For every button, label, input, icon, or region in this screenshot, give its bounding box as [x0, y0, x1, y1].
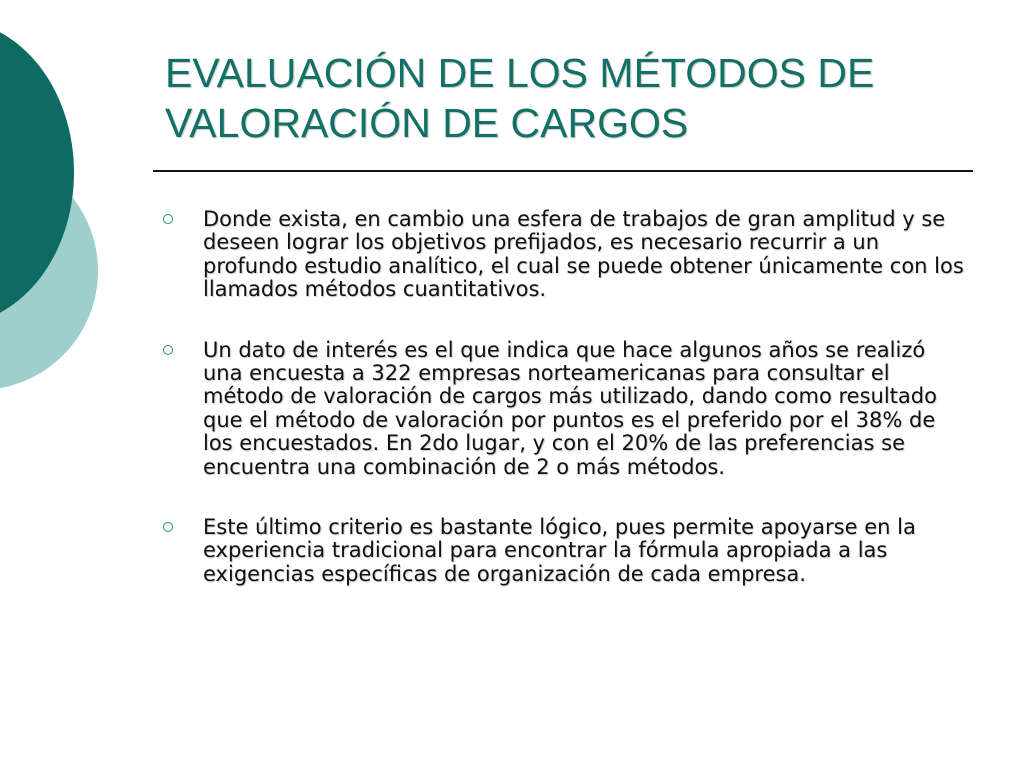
bullet-text-1: Donde exista, en cambio una esfera de trabajos de gran amplitud y se deseen lograr los objetivos prefijados, es necesario recurrir a un profundo estudio analítico, el cual se puede obtener únicamente con los llamados métodos cuantitativos.	[203, 207, 964, 302]
slide-title	[165, 48, 985, 148]
slide-title-line-2: VALORACIÓN DE CARGOS	[165, 100, 689, 146]
slide-title-line-1: EVALUACIÓN DE LOS MÉTODOS DE	[165, 50, 875, 96]
bullet-text-3: Este último criterio es bastante lógico, pues permite apoyarse en la experiencia tradicional para encontrar la fórmula apropiada a las exigencias específicas de organización de cada empresa.	[203, 515, 916, 586]
bullet-circle-icon	[163, 345, 173, 355]
bullet-item-2	[160, 339, 965, 479]
title-divider	[153, 170, 973, 172]
bullet-circle-icon	[163, 522, 173, 532]
bullet-item-3	[160, 516, 965, 586]
bullet-item-1	[160, 208, 965, 302]
bullet-text-2: Un dato de interés es el que indica que hace algunos años se realizó una encuesta a 322 empresas norteamericanas para consultar el método de valoración de cargos más utilizado, dando como resultado que el método de valoración por puntos es el preferido por el 38% de los encuestados. En 2do lugar, y con el 20% de las preferencias se encuentra una combinación de 2 o más métodos.	[203, 337, 937, 479]
bullet-circle-icon	[163, 214, 173, 224]
bullet-list	[160, 208, 965, 623]
